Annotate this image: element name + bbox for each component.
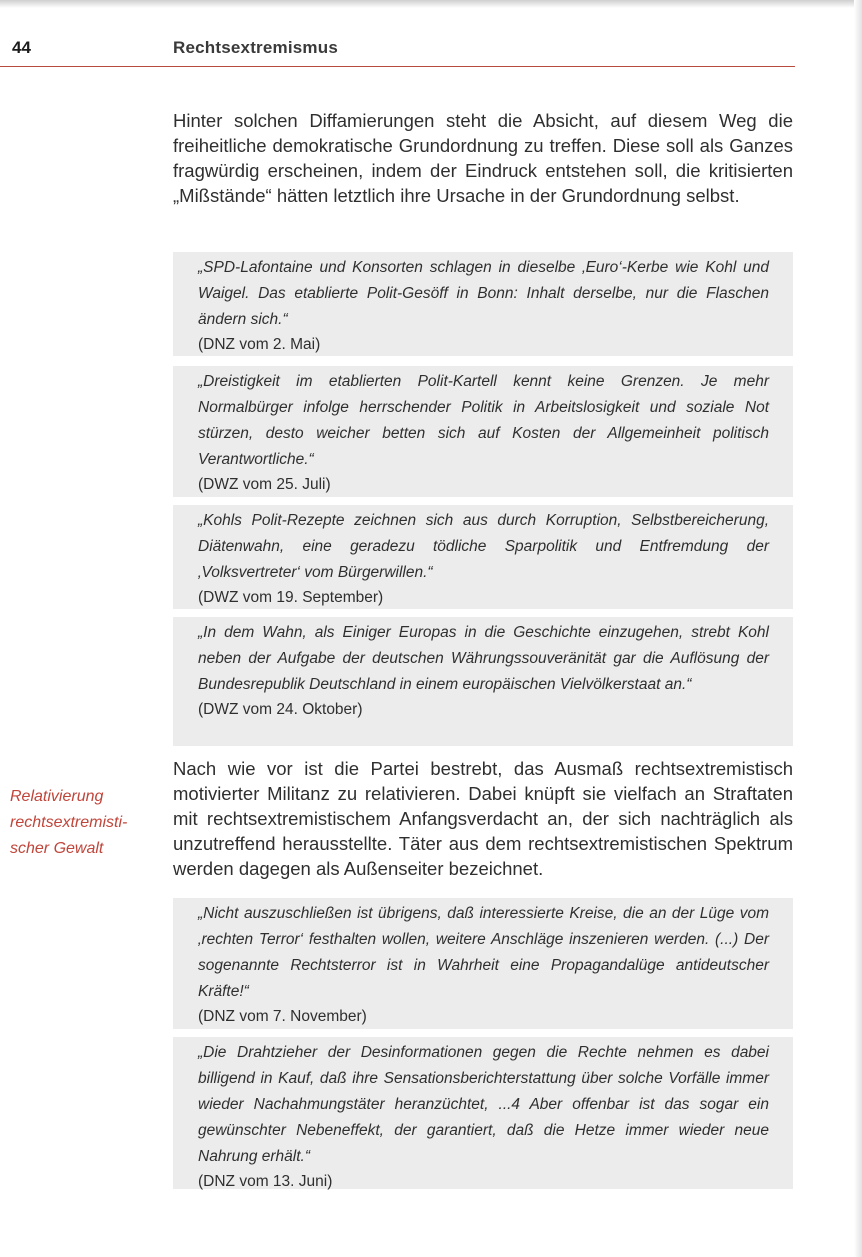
page-header — [0, 32, 795, 67]
page-number: 44 — [12, 38, 31, 57]
page-top-shadow — [0, 0, 862, 8]
quote-text: „Dreistigkeit im etablierten Polit-Kartell kennt keine Grenzen. Je mehr Normalbürger infolge herrschender Politik in Arbeitslosigkeit und soziale Not stürzen, desto weicher betten sich auf Kosten der Allgemeinheit politisch Verantwortliche.“ — [198, 373, 769, 468]
body-paragraph-2: Nach wie vor ist die Partei bestrebt, das Ausmaß rechtsextremistisch motivierter Militanz zu relativieren. Dabei knüpft sie vielfach an Straftaten mit rechtsextremistischem Anfangsverdacht an, der sich nachträglich als unzutreffend herausstellte. Täter aus dem rechtsextremistischen Spektrum werden dagegen als Außenseiter bezeichnet. — [173, 758, 793, 879]
running-title: Rechtsextremismus — [173, 38, 338, 57]
quote-box-1 — [173, 252, 793, 356]
quote-source: (DNZ vom 7. November) — [198, 1008, 367, 1025]
quote-text: „SPD-Lafontaine und Konsorten schlagen in dieselbe ‚Euro‘-Kerbe wie Kohl und Waigel. Das etablierte Polit-Gesöff in Bonn: Inhalt derselbe, nur die Flaschen ändern sich.“ — [198, 259, 769, 328]
page-right-shadow — [854, 0, 862, 1257]
quote-text: „In dem Wahn, als Einiger Europas in die Geschichte einzugehen, strebt Kohl neben der Aufgabe der deutschen Währungssouveränität gar die Auflösung der Bundesrepublik Deutschland in einem europäischen Vielvölkerstaat an.“ — [198, 624, 769, 693]
quote-box-4 — [173, 617, 793, 746]
quote-source: (DWZ vom 25. Juli) — [198, 476, 331, 493]
body-paragraph-1: Hinter solchen Diffamierungen steht die Absicht, auf diesem Weg die freiheitliche demokratische Grundordnung zu treffen. Diese soll als Ganzes fragwürdig erscheinen, indem der Eindruck entstehen soll, die kritisierten „Mißstände“ hätten letztlich ihre Ursache in der Grundordnung selbst. — [173, 110, 793, 206]
margin-note — [10, 784, 160, 862]
quote-box-6 — [173, 1037, 793, 1189]
quote-box-3 — [173, 505, 793, 609]
margin-note-line: rechtsextremisti- — [10, 814, 128, 831]
quote-text: „Die Drahtzieher der Desinformationen gegen die Rechte nehmen es dabei billigend in Kauf, daß ihre Sensationsberichterstattung über solche Vorfälle immer wieder Nachahmungstäter heranzüchtet, ...4 Aber offenbar ist das sogar ein gewünschter Nebeneffekt, der garantiert, daß die Hetze immer wieder neue Nahrung erhält.“ — [198, 1044, 769, 1165]
quote-source: (DWZ vom 19. September) — [198, 589, 384, 606]
margin-note-line: scher Gewalt — [10, 840, 104, 857]
quote-source: (DWZ vom 24. Oktober) — [198, 701, 363, 718]
quote-source: (DNZ vom 2. Mai) — [198, 336, 321, 353]
quote-text: „Kohls Polit-Rezepte zeichnen sich aus durch Korruption, Selbstbereicherung, Diätenwahn, eine geradezu tödliche Sparpolitik und Entfremdung der ‚Volksvertreter‘ vom Bürgerwillen.“ — [198, 512, 769, 581]
quote-source: (DNZ vom 13. Juni) — [198, 1173, 333, 1190]
quote-box-5 — [173, 898, 793, 1029]
quote-text: „Nicht auszuschließen ist übrigens, daß interessierte Kreise, die an der Lüge vom ‚rechten Terror‘ festhalten wollen, weitere Anschläge inszenieren werden. (...) Der sogenannte Rechtsterror ist in Wahrheit eine Propagandalüge antideutscher Kräfte!“ — [198, 905, 769, 1000]
quote-box-2 — [173, 366, 793, 497]
margin-note-line: Relativierung — [10, 788, 104, 805]
